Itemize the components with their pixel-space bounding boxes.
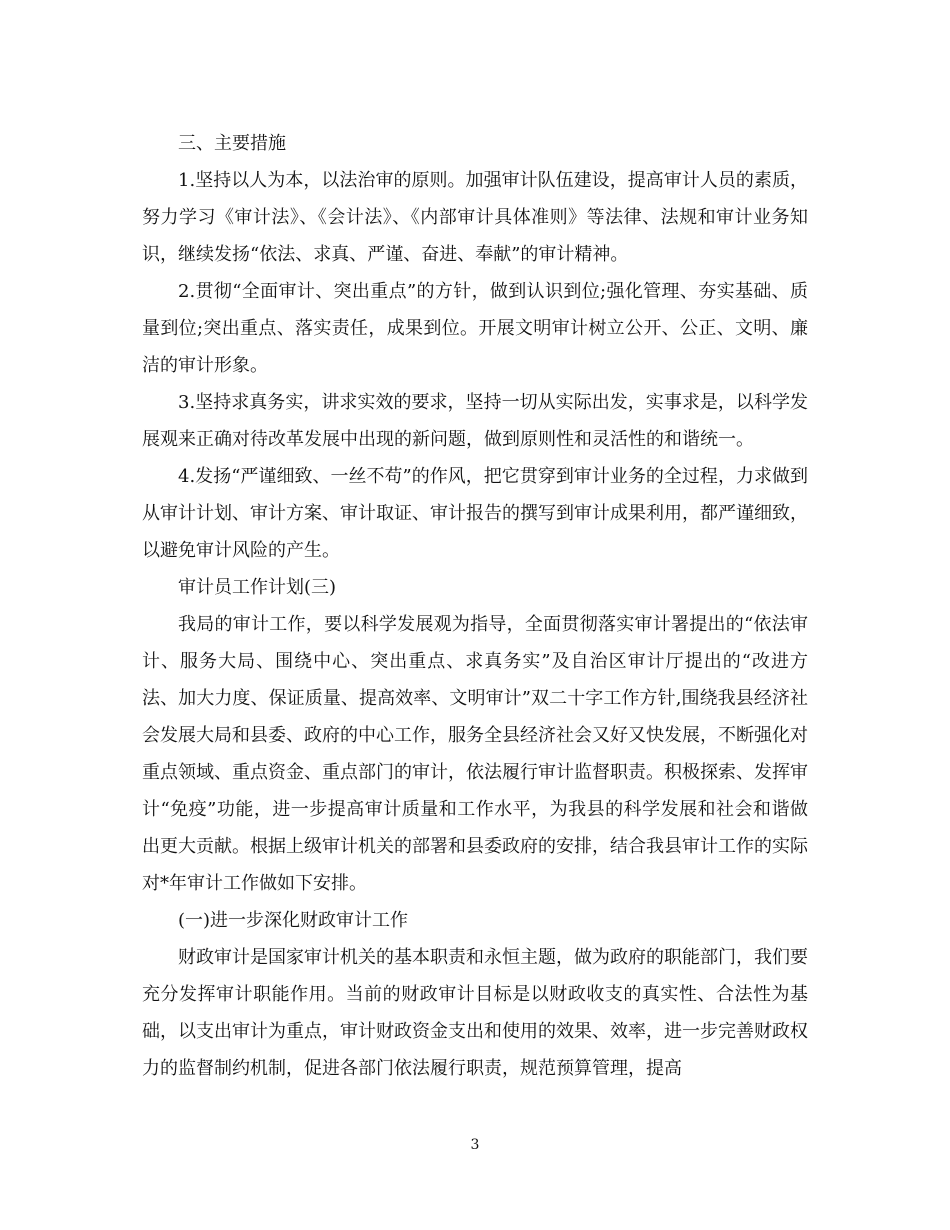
subsection-heading-fiscal-audit: (一)进一步深化财政审计工作 [178,910,409,931]
page-number: 3 [470,1137,480,1153]
paragraph-plan-intro: 我局的审计工作，要以科学发展观为指导，全面贯彻落实审计署提出的“依法审计、服务大局、围绕中心、突出重点、求真务实”及自治区审计厅提出的“改进方法、加大力度、保证质量、提高效率、文明审计”双二十字工作方针,围绕我县经济社会发展大局和县委、政府的中心工作，服务全县经济社会又好又快发展，不断强化对重点领域、重点资金、重点部门的审计，依法履行审计监督职责。积极探索、发挥审计“免疫”功能，进一步提高审计质量和工作水平，为我县的科学发展和社会和谐做出更大贡献。根据上级审计机关的部署和县委政府的安排，结合我县审计工作的实际对*年审计工作做如下安排。 [142,614,808,894]
paragraph-measure-4: 4.发扬“严谨细致、一丝不苟”的作风，把它贯穿到审计业务的全过程，力求做到从审计计划、审计方案、审计取证、审计报告的撰写到审计成果利用，都严谨细致，以避免审计风险的产生。 [142,466,808,561]
paragraph-measure-3: 3.坚持求真务实，讲求实效的要求，坚持一切从实际出发，实事求是，以科学发展观来正确对待改革发展中出现的新问题，做到原则性和灵活性的和谐统一。 [142,392,808,450]
section-heading-plan-three: 审计员工作计划(三) [178,577,337,598]
paragraph-fiscal-audit: 财政审计是国家审计机关的基本职责和永恒主题，做为政府的职能部门，我们要充分发挥审计职能作用。当前的财政审计目标是以财政收支的真实性、合法性为基础，以支出审计为重点，审计财政资金支出和使用的效果、效率，进一步完善财政权力的监督制约机制，促进各部门依法履行职责，规范预算管理，提高 [142,947,808,1079]
document-body [142,125,808,1087]
paragraph-measure-1: 1.坚持以人为本，以法治审的原则。加强审计队伍建设，提高审计人员的素质，努力学习《审计法》、《会计法》、《内部审计具体准则》等法律、法规和审计业务知识，继续发扬“依法、求真、严谨、奋进、奉献”的审计精神。 [142,170,808,265]
paragraph-measure-2: 2.贯彻“全面审计、突出重点”的方针，做到认识到位;强化管理、夯实基础、质量到位;突出重点、落实责任，成果到位。开展文明审计树立公开、公正、文明、廉洁的审计形象。 [142,281,808,376]
section-heading-main-measures: 三、主要措施 [178,133,286,154]
